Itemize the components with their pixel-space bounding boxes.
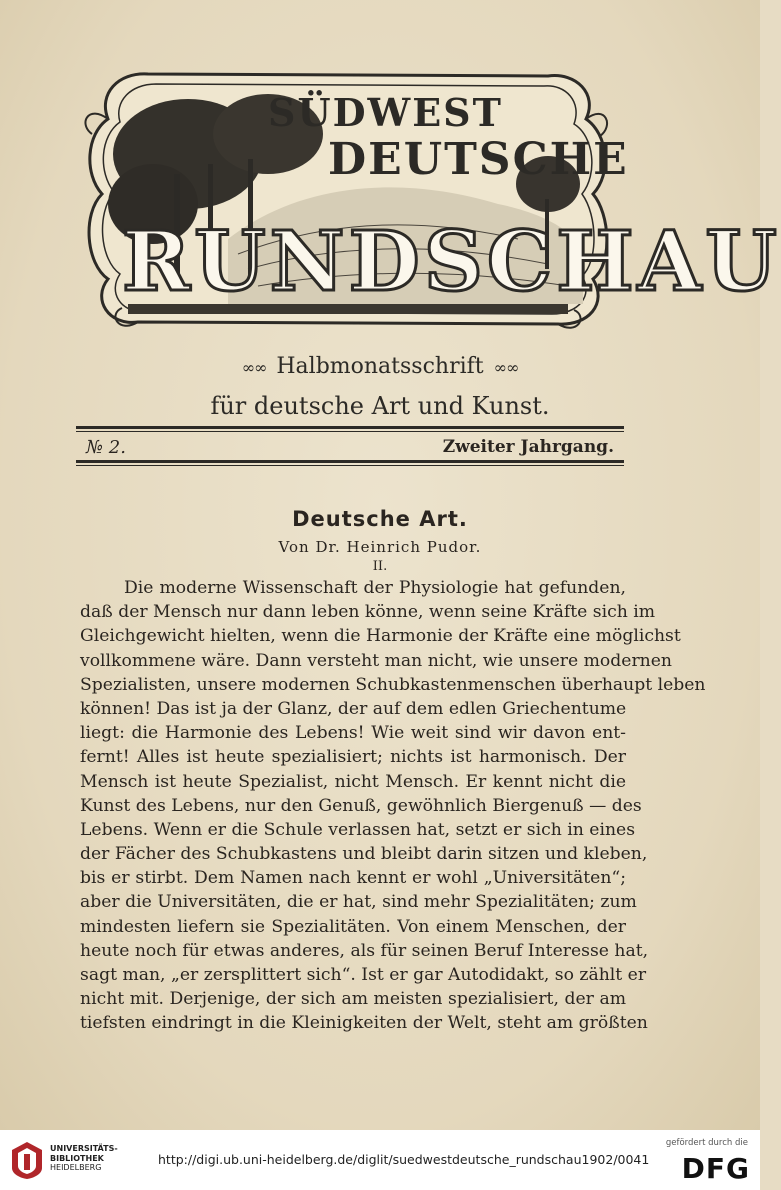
library-line: UNIVERSITÄTS-: [50, 1144, 118, 1153]
body-line: Die moderne Wissenschaft der Physiologie hat gefunden,: [124, 578, 626, 598]
body-line: können! Das ist ja der Glanz, der auf dem edlen Griechentume: [80, 698, 627, 719]
university-seal-icon: [10, 1140, 44, 1180]
body-line: heute noch für etwas anderes, als für seinen Beruf Interesse hat,: [80, 940, 649, 961]
body-line: nicht mit. Derjenige, der sich am meisten spezialisiert, der am: [80, 989, 626, 1010]
body-line: Gleichgewicht hielten, wenn die Harmonie der Kräfte eine möglichst: [80, 626, 681, 647]
body-line: der Fächer des Schubkastens und bleibt darin sitzen und kleben,: [80, 844, 648, 865]
ornament-icon: ∞∞: [241, 357, 267, 377]
library-name: [50, 1144, 118, 1173]
divider: [76, 465, 624, 466]
issue-number: № 2.: [86, 437, 126, 458]
body-line: Lebens. Wenn er die Schule verlassen hat, setzt er sich in eines: [80, 819, 636, 840]
ornament-icon: ∞∞: [493, 357, 519, 377]
body-line: bis er stirbt. Dem Namen nach kennt er wohl „Universitäten“;: [80, 868, 626, 889]
body-line: Mensch ist heute Spezialist, nicht Mensch. Er kennt nicht die: [80, 771, 626, 792]
digitization-footer: [0, 1130, 760, 1190]
article-body: [80, 576, 706, 1036]
body-line: fernt! Alles ist heute spezialisiert; nichts ist harmonisch. Der: [80, 747, 626, 768]
body-line: liegt: die Harmonie des Lebens! Wie weit sind wir davon ent-: [80, 723, 626, 744]
masthead-title-line2: DEUTSCHE: [328, 134, 629, 185]
funding-note: gefördert durch die: [665, 1138, 748, 1148]
library-line: BIBLIOTHEK: [50, 1153, 104, 1163]
masthead-title-line1: SÜDWEST: [268, 90, 503, 135]
permalink-url[interactable]: http://digi.ub.uni-heidelberg.de/diglit/suedwestdeutsche_rundschau1902/0041: [158, 1152, 650, 1167]
body-line: vollkommene wäre. Dann versteht man nicht, wie unsere modernen: [80, 650, 672, 671]
article-title: Deutsche Art.: [292, 507, 468, 531]
volume-label: Zweiter Jahrgang.: [442, 437, 614, 457]
dfg-logo: DFG: [681, 1152, 750, 1185]
journal-subtitle: [0, 354, 760, 379]
body-line: daß der Mensch nur dann leben könne, wenn seine Kräfte sich im: [80, 602, 656, 623]
divider: [76, 431, 624, 432]
masthead-illustration: [78, 64, 781, 340]
divider: [76, 426, 624, 429]
divider: [76, 460, 624, 463]
body-line: sagt man, „er zersplittert sich“. Ist er gar Autodidakt, so zählt er: [80, 965, 647, 985]
subtitle-line2: für deutsche Art und Kunst.: [210, 392, 550, 420]
masthead-title-line3: RUNDSCHAU: [122, 214, 781, 310]
library-line: HEIDELBERG: [50, 1163, 102, 1172]
article-part: II.: [372, 559, 388, 574]
body-line: Spezialisten, unsere modernen Schubkastenmenschen überhaupt leben: [80, 674, 706, 695]
body-line: Kunst des Lebens, nur den Genuß, gewöhnlich Biergenuß — des: [80, 795, 642, 816]
article-byline: Von Dr. Heinrich Pudor.: [278, 538, 482, 556]
subtitle-line1: Halbmonatsschrift: [276, 354, 484, 379]
body-line: aber die Universitäten, die er hat, sind mehr Spezialitäten; zum: [80, 892, 637, 913]
body-line: mindesten liefern sie Spezialitäten. Von einem Menschen, der: [80, 916, 626, 937]
body-line: tiefsten eindringt in die Kleinigkeiten der Welt, steht am größten: [80, 1013, 648, 1034]
